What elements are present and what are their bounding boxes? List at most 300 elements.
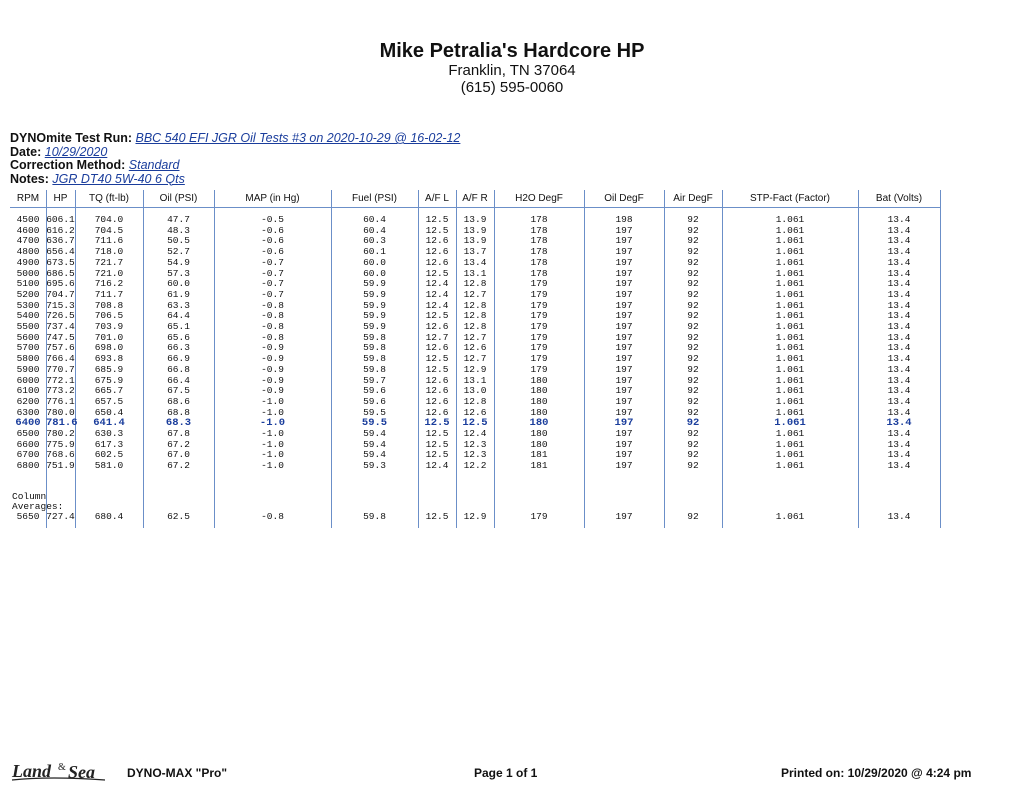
table-cell: 92 xyxy=(687,353,699,365)
table-cell: 179 xyxy=(530,353,548,365)
correction-value: Standard xyxy=(128,158,180,172)
table-cell: 92 xyxy=(687,331,699,343)
table-cell: 715.3 xyxy=(46,299,75,311)
table-cell: 54.9 xyxy=(167,256,190,268)
column-header: TQ (ft-lb) xyxy=(89,193,129,204)
table-cell: 92 xyxy=(687,342,699,354)
table-cell: 13.4 xyxy=(887,246,911,258)
table-cell: 1.061 xyxy=(775,342,805,354)
table-cell: 50.5 xyxy=(167,235,190,247)
averages-label-line2: Averages: xyxy=(12,501,64,512)
table-cell: -0.8 xyxy=(261,321,284,332)
table-cell: 704.5 xyxy=(94,224,124,236)
table-cell: 59.4 xyxy=(363,449,386,461)
table-cell: 92 xyxy=(687,385,699,397)
table-cell: 5800 xyxy=(16,353,40,365)
table-cell: 13.4 xyxy=(887,299,911,311)
table-cell: 66.8 xyxy=(167,363,190,375)
table-cell: 5700 xyxy=(16,342,40,354)
notes-value: JGR DT40 5W-40 6 Qts xyxy=(52,171,185,186)
table-cell: 6400 xyxy=(15,417,41,430)
table-cell: 67.0 xyxy=(167,449,190,461)
table-cell: 92 xyxy=(687,406,699,418)
table-cell: 65.1 xyxy=(167,321,190,332)
table-cell: 1.061 xyxy=(775,299,805,311)
table-cell: 12.5 xyxy=(425,363,449,375)
table-cell: 67.8 xyxy=(167,428,190,439)
table-cell: 13.4 xyxy=(887,288,911,300)
table-cell: 13.4 xyxy=(887,310,911,322)
table-cell: 776.1 xyxy=(46,395,75,407)
table-cell: 92 xyxy=(687,321,699,332)
table-cell: 59.8 xyxy=(363,363,386,375)
table-cell: 59.6 xyxy=(363,395,386,407)
table-cell: 12.6 xyxy=(425,246,449,258)
table-cell: 12.8 xyxy=(463,299,487,311)
table-cell: -0.9 xyxy=(261,385,284,397)
table-cell: 197 xyxy=(615,438,633,450)
average-cell: 680.4 xyxy=(94,511,124,522)
table-cell: 197 xyxy=(615,395,633,407)
table-cell: 92 xyxy=(687,363,699,375)
header-divider xyxy=(10,207,940,208)
table-cell: 180 xyxy=(530,406,548,418)
table-cell: 656.4 xyxy=(46,246,75,258)
table-cell: 12.8 xyxy=(463,395,487,407)
table-cell: 1.061 xyxy=(775,406,805,418)
table-cell: 13.4 xyxy=(887,267,911,279)
table-cell: 61.9 xyxy=(167,288,190,300)
table-cell: 13.4 xyxy=(887,256,911,268)
table-cell: 4800 xyxy=(16,246,40,258)
table-cell: 197 xyxy=(615,235,633,247)
table-cell: 59.8 xyxy=(363,331,386,343)
table-cell: 66.4 xyxy=(167,374,190,386)
table-cell: 13.4 xyxy=(463,256,487,268)
table-cell: 703.9 xyxy=(94,321,124,332)
table-cell: 1.061 xyxy=(775,235,805,247)
average-cell: 92 xyxy=(687,511,699,522)
table-cell: 581.0 xyxy=(94,460,124,472)
table-cell: 13.4 xyxy=(887,235,911,247)
correction-line xyxy=(10,159,460,173)
table-cell: 12.8 xyxy=(463,310,487,322)
table-cell: 59.6 xyxy=(363,385,386,397)
table-cell: 12.4 xyxy=(425,299,449,311)
shop-name: Mike Petralia's Hardcore HP xyxy=(379,40,645,62)
table-cell: 197 xyxy=(615,224,633,236)
table-cell: 1.061 xyxy=(775,449,805,461)
table-cell: 59.7 xyxy=(363,374,386,386)
table-cell: 92 xyxy=(687,214,699,225)
table-cell: 6200 xyxy=(16,395,40,407)
table-cell: 6100 xyxy=(16,385,40,397)
table-cell: 92 xyxy=(687,460,699,472)
notes-label: Notes: xyxy=(10,171,49,186)
table-cell: 1.061 xyxy=(775,374,805,386)
table-cell: 6800 xyxy=(16,460,40,472)
table-cell: 13.1 xyxy=(463,267,487,279)
table-cell: 1.061 xyxy=(775,256,805,268)
table-cell: 68.6 xyxy=(167,395,190,407)
table-cell: 13.4 xyxy=(887,449,911,461)
table-cell: 197 xyxy=(615,267,633,279)
column-header: H2O DegF xyxy=(515,193,563,204)
table-cell: -0.8 xyxy=(261,310,284,322)
table-cell: 665.7 xyxy=(94,385,124,397)
table-cell: 12.8 xyxy=(463,278,487,290)
table-cell: 59.4 xyxy=(363,428,386,439)
table-cell: 641.4 xyxy=(93,417,125,430)
table-cell: 12.6 xyxy=(425,256,449,268)
table-cell: 737.4 xyxy=(46,321,75,332)
table-cell: 13.9 xyxy=(463,214,487,225)
table-cell: 5600 xyxy=(16,331,40,343)
table-cell: 1.061 xyxy=(775,246,805,258)
column-divider xyxy=(940,190,941,528)
table-cell: 60.3 xyxy=(363,235,386,247)
table-cell: -0.6 xyxy=(261,224,284,236)
table-cell: 197 xyxy=(615,363,633,375)
table-cell: 4700 xyxy=(16,235,40,247)
table-cell: 4500 xyxy=(16,214,40,225)
table-cell: 726.5 xyxy=(46,310,75,322)
table-cell: 197 xyxy=(615,449,633,461)
table-cell: 92 xyxy=(687,438,699,450)
table-cell: -0.9 xyxy=(261,353,284,365)
average-cell: 179 xyxy=(530,511,548,522)
table-cell: 59.8 xyxy=(363,342,386,354)
table-cell: -0.9 xyxy=(261,342,284,354)
table-cell: 178 xyxy=(530,267,548,279)
table-cell: -1.0 xyxy=(261,406,284,418)
table-cell: 693.8 xyxy=(94,353,124,365)
table-cell: 92 xyxy=(687,267,699,279)
table-cell: 1.061 xyxy=(775,278,805,290)
column-header: RPM xyxy=(16,193,40,204)
table-cell: -0.9 xyxy=(261,363,284,375)
table-cell: 92 xyxy=(687,278,699,290)
table-cell: 6000 xyxy=(16,374,40,386)
table-cell: 757.6 xyxy=(46,342,75,354)
table-cell: 68.8 xyxy=(167,406,190,418)
table-cell: 12.9 xyxy=(463,363,487,375)
svg-text:Land: Land xyxy=(12,761,52,781)
table-cell: 13.9 xyxy=(463,224,487,236)
table-cell: 6500 xyxy=(16,428,40,439)
table-cell: 92 xyxy=(687,246,699,258)
table-cell: 66.3 xyxy=(167,342,190,354)
table-cell: 59.9 xyxy=(363,288,386,300)
table-cell: 12.5 xyxy=(424,417,450,430)
table-cell: 5000 xyxy=(16,267,40,279)
table-cell: 180 xyxy=(530,428,548,439)
run-line xyxy=(10,132,460,146)
table-cell: 5300 xyxy=(16,299,40,311)
shop-city: Franklin, TN 37064 xyxy=(448,62,576,79)
table-cell: 48.3 xyxy=(167,224,190,236)
table-cell: -0.7 xyxy=(261,288,284,300)
table-cell: -0.5 xyxy=(261,214,284,225)
table-cell: 6300 xyxy=(16,406,40,418)
table-cell: 13.4 xyxy=(887,278,911,290)
table-cell: 12.5 xyxy=(425,267,449,279)
table-cell: 12.7 xyxy=(425,331,449,343)
table-cell: 92 xyxy=(687,428,699,439)
table-cell: -1.0 xyxy=(261,395,284,407)
table-cell: 52.7 xyxy=(167,246,190,258)
table-cell: 12.4 xyxy=(425,288,449,300)
correction-label: Correction Method: xyxy=(10,158,126,172)
table-cell: 12.6 xyxy=(425,235,449,247)
table-cell: -1.0 xyxy=(261,438,284,450)
table-cell: 12.8 xyxy=(463,321,487,332)
table-cell: 197 xyxy=(615,331,633,343)
table-cell: 197 xyxy=(615,353,633,365)
table-cell: -0.7 xyxy=(261,267,284,279)
column-header: A/F R xyxy=(462,193,488,204)
table-cell: 12.7 xyxy=(463,331,487,343)
table-cell: 602.5 xyxy=(94,449,124,461)
table-cell: 67.2 xyxy=(167,460,190,472)
average-cell: 1.061 xyxy=(775,511,805,522)
table-cell: 13.9 xyxy=(463,235,487,247)
table-cell: 5900 xyxy=(16,363,40,375)
table-cell: 1.061 xyxy=(775,460,805,472)
table-cell: 12.4 xyxy=(425,460,449,472)
table-cell: 6700 xyxy=(16,449,40,461)
table-cell: -0.9 xyxy=(261,374,284,386)
table-cell: 66.9 xyxy=(167,353,190,365)
table-cell: 60.4 xyxy=(363,214,386,225)
table-cell: 92 xyxy=(687,224,699,236)
table-cell: 197 xyxy=(615,342,633,354)
average-cell: 12.9 xyxy=(463,511,487,522)
table-cell: 12.6 xyxy=(425,342,449,354)
table-cell: 1.061 xyxy=(775,267,805,279)
table-cell: 13.4 xyxy=(887,460,911,472)
table-cell: 178 xyxy=(530,246,548,258)
average-cell: 5650 xyxy=(16,511,40,522)
table-cell: 12.6 xyxy=(425,374,449,386)
table-cell: 630.3 xyxy=(94,428,124,439)
table-cell: 179 xyxy=(530,321,548,332)
table-cell: 1.061 xyxy=(775,428,805,439)
table-cell: 179 xyxy=(530,331,548,343)
table-cell: 5100 xyxy=(16,278,40,290)
table-cell: 197 xyxy=(615,256,633,268)
table-cell: 59.3 xyxy=(363,460,386,472)
table-cell: 197 xyxy=(615,299,633,311)
table-cell: 12.2 xyxy=(463,460,487,472)
table-cell: 197 xyxy=(615,321,633,332)
dyno-data-table xyxy=(10,190,940,528)
table-cell: 5400 xyxy=(16,310,40,322)
product-name: DYNO-MAX "Pro" xyxy=(127,766,228,780)
shop-phone: (615) 595-0060 xyxy=(460,79,564,96)
table-cell: 59.9 xyxy=(363,278,386,290)
table-cell: 711.6 xyxy=(94,235,124,247)
table-cell: 12.7 xyxy=(463,288,487,300)
table-cell: 12.6 xyxy=(425,395,449,407)
table-cell: 12.3 xyxy=(463,449,487,461)
table-cell: 1.061 xyxy=(775,395,805,407)
table-cell: 12.6 xyxy=(463,406,487,418)
column-header: MAP (in Hg) xyxy=(245,193,300,204)
average-cell: 59.8 xyxy=(363,511,386,522)
table-cell: 675.9 xyxy=(94,374,124,386)
table-cell: 4600 xyxy=(16,224,40,236)
table-cell: 721.0 xyxy=(94,267,124,279)
page-number: Page 1 of 1 xyxy=(474,766,538,780)
table-cell: 92 xyxy=(687,299,699,311)
column-header: A/F L xyxy=(425,193,449,204)
column-header: Bat (Volts) xyxy=(875,193,923,204)
table-cell: 617.3 xyxy=(94,438,124,450)
table-cell: 1.061 xyxy=(774,417,806,430)
table-cell: 685.9 xyxy=(94,363,124,375)
table-cell: 12.5 xyxy=(425,214,449,225)
table-cell: 5500 xyxy=(16,321,40,332)
table-cell: 1.061 xyxy=(775,385,805,397)
column-header: HP xyxy=(53,193,68,204)
table-cell: 12.6 xyxy=(463,342,487,354)
table-cell: 92 xyxy=(687,310,699,322)
table-cell: 718.0 xyxy=(94,246,124,258)
column-header: Air DegF xyxy=(673,193,713,204)
table-cell: 12.5 xyxy=(425,224,449,236)
table-cell: 12.5 xyxy=(425,438,449,450)
table-cell: 60.4 xyxy=(363,224,386,236)
table-cell: 686.5 xyxy=(46,267,75,279)
table-cell: -0.7 xyxy=(261,278,284,290)
table-cell: 178 xyxy=(530,256,548,268)
table-cell: 178 xyxy=(530,235,548,247)
table-cell: 13.4 xyxy=(887,224,911,236)
table-cell: 13.4 xyxy=(887,331,911,343)
table-cell: 780.0 xyxy=(46,406,75,418)
run-metadata xyxy=(10,132,460,186)
averages-label xyxy=(12,492,63,512)
table-cell: -1.0 xyxy=(261,460,284,472)
table-cell: 197 xyxy=(615,374,633,386)
table-cell: 60.0 xyxy=(167,278,190,290)
table-cell: 180 xyxy=(530,438,548,450)
table-cell: -1.0 xyxy=(261,449,284,461)
land-and-sea-logo xyxy=(10,758,125,784)
table-cell: 59.8 xyxy=(363,353,386,365)
table-cell: 13.4 xyxy=(887,406,911,418)
average-cell: 62.5 xyxy=(167,511,190,522)
table-cell: 701.0 xyxy=(94,331,124,343)
svg-text:Sea: Sea xyxy=(68,762,95,782)
table-cell: 747.5 xyxy=(46,331,75,343)
table-cell: 773.2 xyxy=(46,385,75,397)
table-cell: 1.061 xyxy=(775,310,805,322)
table-cell: 695.6 xyxy=(46,278,75,290)
notes-line xyxy=(10,173,460,187)
table-cell: 57.3 xyxy=(167,267,190,279)
date-line xyxy=(10,146,460,160)
table-cell: 59.9 xyxy=(363,321,386,332)
table-cell: 92 xyxy=(687,374,699,386)
table-cell: 6600 xyxy=(16,438,40,450)
table-cell: 704.7 xyxy=(46,288,75,300)
table-cell: -0.7 xyxy=(261,256,284,268)
table-cell: 12.4 xyxy=(425,278,449,290)
table-cell: 197 xyxy=(615,288,633,300)
svg-text:&: & xyxy=(58,762,66,773)
table-cell: 13.4 xyxy=(887,428,911,439)
table-cell: 13.4 xyxy=(887,353,911,365)
column-header: Oil (PSI) xyxy=(159,193,198,204)
column-header: STP-Fact (Factor) xyxy=(749,193,830,204)
table-cell: 180 xyxy=(529,417,549,430)
table-cell: 13.4 xyxy=(887,438,911,450)
table-cell: 197 xyxy=(615,310,633,322)
table-cell: 708.8 xyxy=(94,299,124,311)
table-cell: 716.2 xyxy=(94,278,124,290)
table-cell: 13.4 xyxy=(887,374,911,386)
table-cell: -0.6 xyxy=(261,246,284,258)
table-cell: 59.9 xyxy=(363,299,386,311)
table-cell: 13.4 xyxy=(887,363,911,375)
table-cell: -1.0 xyxy=(261,428,284,439)
table-cell: 64.4 xyxy=(167,310,190,322)
table-cell: 13.4 xyxy=(887,214,911,225)
table-cell: 766.4 xyxy=(46,353,75,365)
table-cell: 197 xyxy=(615,406,633,418)
table-cell: 12.5 xyxy=(425,353,449,365)
table-cell: 1.061 xyxy=(775,224,805,236)
table-cell: 772.1 xyxy=(46,374,75,386)
table-cell: 12.6 xyxy=(425,321,449,332)
table-cell: 67.2 xyxy=(167,438,190,450)
table-cell: 59.5 xyxy=(361,417,388,430)
average-cell: 727.4 xyxy=(46,511,75,522)
table-cell: 12.5 xyxy=(425,428,449,439)
table-cell: 13.4 xyxy=(887,395,911,407)
column-header: Fuel (PSI) xyxy=(351,193,397,204)
table-cell: 1.061 xyxy=(775,321,805,332)
table-cell: 13.4 xyxy=(887,342,911,354)
average-cell: 197 xyxy=(615,511,633,522)
average-cell: 12.5 xyxy=(425,511,449,522)
table-cell: 13.4 xyxy=(887,321,911,332)
table-cell: 181 xyxy=(530,449,548,461)
table-cell: 13.4 xyxy=(886,417,912,430)
table-cell: 92 xyxy=(687,288,699,300)
table-cell: 60.0 xyxy=(363,256,386,268)
table-cell: 706.5 xyxy=(94,310,124,322)
table-cell: 12.3 xyxy=(463,438,487,450)
date-value: 10/29/2020 xyxy=(44,144,108,159)
table-cell: 92 xyxy=(687,395,699,407)
table-cell: 59.4 xyxy=(363,438,386,450)
table-cell: 12.4 xyxy=(463,428,487,439)
table-cell: 1.061 xyxy=(775,363,805,375)
report-header xyxy=(0,40,1024,96)
table-cell: 179 xyxy=(530,342,548,354)
column-header: Oil DegF xyxy=(604,193,644,204)
run-label: DYNOmite Test Run: xyxy=(10,131,132,145)
table-cell: 5200 xyxy=(16,288,40,300)
table-cell: 775.9 xyxy=(46,438,75,450)
table-cell: 13.4 xyxy=(887,385,911,397)
table-cell: 1.061 xyxy=(775,331,805,343)
table-cell: 657.5 xyxy=(94,395,124,407)
table-cell: 721.7 xyxy=(94,256,124,268)
